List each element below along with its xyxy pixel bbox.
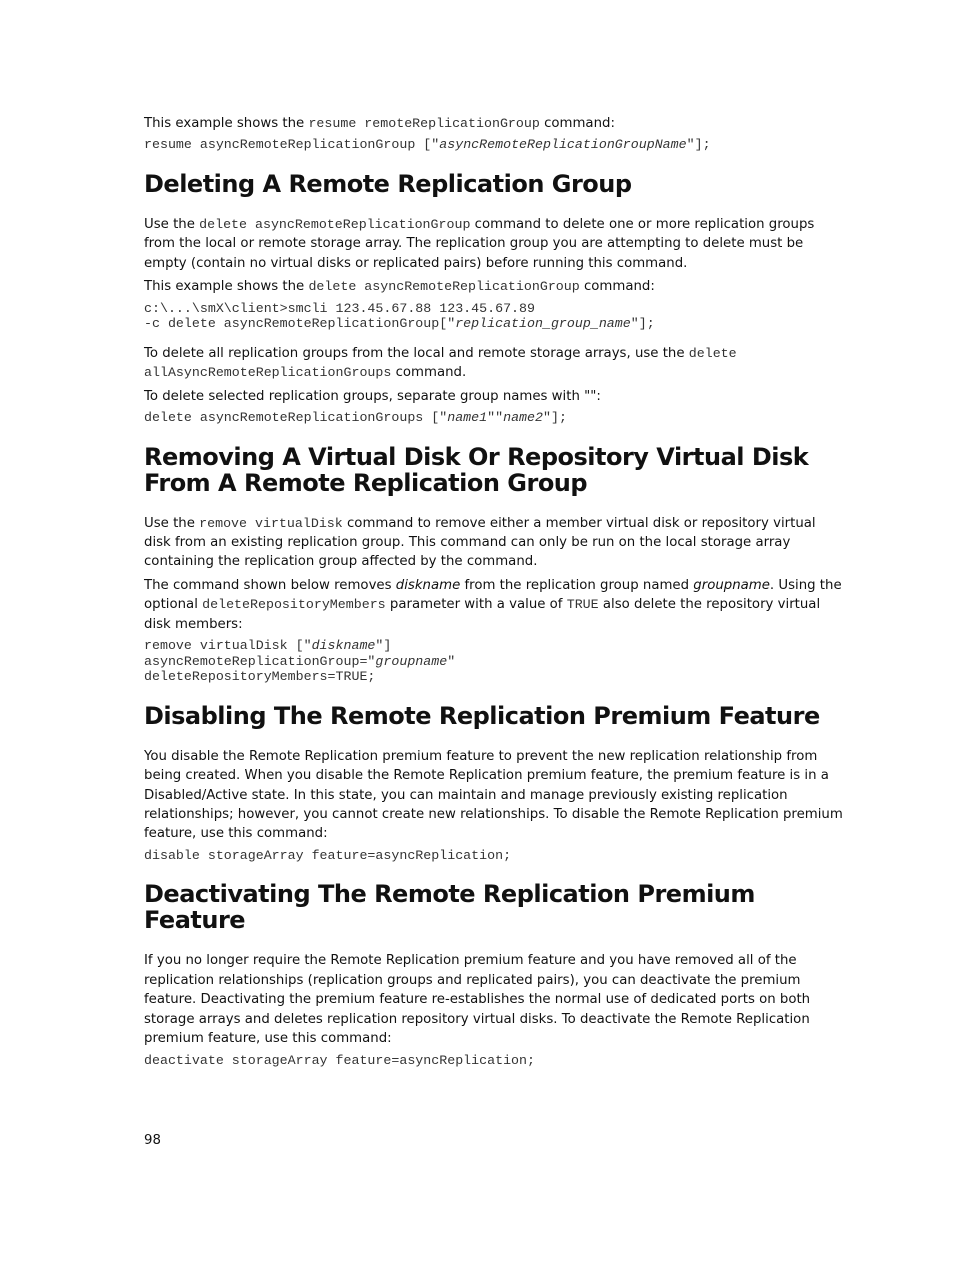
page-number: 98: [144, 1133, 161, 1148]
text: command:: [539, 116, 615, 131]
code-variable: name2: [503, 410, 543, 426]
inline-code: remove virtualDisk: [199, 515, 343, 531]
code-text: "];: [543, 410, 567, 426]
inline-code: deleteRepositoryMembers: [202, 597, 386, 613]
heading-removing-virtual-disk: Removing A Virtual Disk Or Repository Virtual Disk From A Remote Replication Group: [144, 442, 809, 497]
code-text: asyncRemoteReplicationGroup=": [144, 653, 376, 669]
code-variable: asyncRemoteReplicationGroupName: [439, 137, 687, 153]
code-text: delete asyncRemoteReplicationGroups [": [144, 410, 448, 426]
code-text: "": [487, 410, 504, 426]
paragraph: [144, 277, 844, 296]
code-block-disable: disable storageArray feature=asyncReplication;: [144, 847, 512, 863]
code-text: c:\...\smX\client>smcli 123.45.67.88 123.45.67.89: [144, 300, 535, 316]
heading-deleting-group: Deleting A Remote Replication Group: [144, 170, 632, 198]
code-text: "]: [375, 638, 392, 654]
paragraph: [144, 576, 844, 634]
inline-code: delete asyncRemoteReplicationGroup: [308, 279, 580, 295]
text: from the replication group named: [460, 577, 694, 593]
paragraph: If you no longer require the Remote Replication premium feature and you have removed all of the replication relationships (replication groups and replicated pairs), you can deactivate the premium feature. Deactivating the premium feature re-establishes the normal use of dedicated ports on both storage arrays and deletes replication repository virtual disks. To deactivate the Remote Replication premium feature, use this command:: [144, 953, 811, 1047]
paragraph: You disable the Remote Replication premium feature to prevent the new replication relationship from being created. When you disable the Remote Replication premium feature, the premium feature is in a Disabled/Active state. In this state, you can maintain and manage previously existing replication relationships; however, you cannot create new relationships. To disable the Remote Replication premium feature, use this command:: [144, 748, 843, 842]
paragraph: [144, 215, 844, 273]
code-variable: diskname: [311, 638, 376, 654]
code-text: "];: [630, 316, 655, 332]
heading-deactivating-feature: Deactivating The Remote Replication Premium Feature: [144, 880, 755, 935]
paragraph: [144, 514, 844, 572]
text: . Using the optional: [144, 577, 842, 613]
code-block-resume: [144, 137, 844, 153]
code-variable: name1: [447, 410, 488, 426]
heading-disabling-feature: Disabling The Remote Replication Premium Feature: [144, 701, 820, 730]
text: Use the: [144, 217, 200, 232]
text: also delete the repository virtual disk members:: [144, 597, 821, 632]
page-content: [144, 114, 844, 1080]
text: Use the: [144, 515, 200, 531]
text: To delete all replication groups from the local and remote storage arrays, use the: [144, 345, 689, 361]
code-text: resume asyncRemoteReplicationGroup [": [144, 137, 440, 153]
paragraph: To delete selected replication groups, separate group names with "":: [144, 388, 601, 404]
code-text: "];: [686, 137, 711, 153]
code-text: remove virtualDisk [": [144, 638, 312, 654]
code-variable: groupname: [375, 653, 448, 669]
paragraph: [144, 344, 844, 383]
inline-code: delete allAsyncRemoteReplicationGroups: [144, 345, 737, 381]
italic-text: groupname: [693, 577, 770, 593]
text: parameter with a value of: [385, 597, 567, 613]
code-block-smcli-delete: [144, 301, 844, 332]
text: command to delete one or more replication groups from the local or remote storage array. The replication group you are attempting to delete must be empty (contain no virtual disks or replicated pairs) before running this command.: [144, 217, 815, 271]
text: This example shows the: [144, 279, 309, 295]
code-text: -c delete asyncRemoteReplicationGroup[": [144, 316, 456, 332]
code-text: deleteRepositoryMembers=TRUE;: [144, 669, 376, 685]
code-variable: replication_group_name: [455, 316, 631, 332]
italic-text: diskname: [395, 577, 461, 593]
text: The command shown below removes: [144, 577, 396, 593]
code-block-remove-virtual-disk: [144, 638, 844, 685]
code-block-delete-groups: [144, 410, 844, 426]
intro-paragraph: [144, 114, 844, 133]
code-text: ": [447, 653, 456, 669]
inline-code: TRUE: [566, 597, 599, 613]
text: command.: [391, 365, 467, 381]
inline-code: delete asyncRemoteReplicationGroup: [199, 217, 471, 232]
text: command to remove either a member virtual disk or repository virtual disk from an existing replication group. This command can only be run on the local storage array containing the replication group affected by the command.: [144, 515, 816, 570]
text: This example shows the: [144, 116, 309, 131]
inline-code: resume remoteReplicationGroup: [308, 116, 540, 131]
code-block-deactivate: deactivate storageArray feature=asyncReplication;: [144, 1052, 535, 1068]
text: command:: [579, 279, 655, 295]
